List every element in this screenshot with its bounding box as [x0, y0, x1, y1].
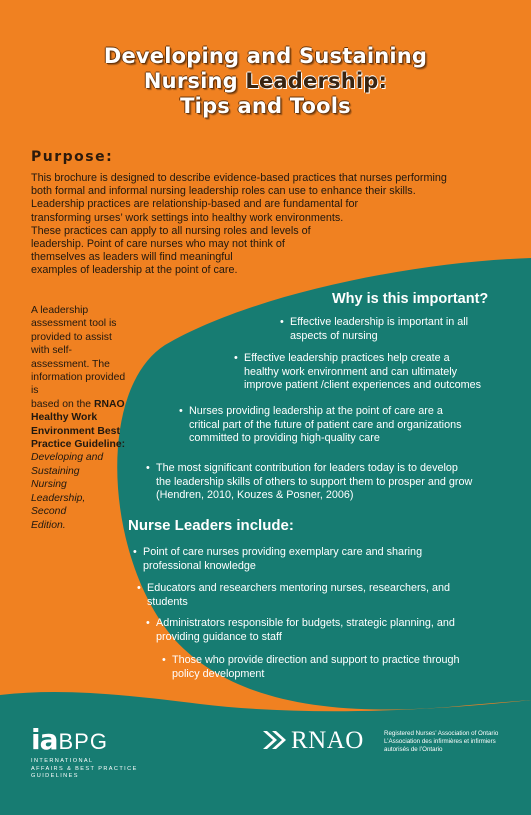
- why-bullet: • Effective leadership practices help create a healthy work environment and can ultimately improve patient /client experiences and outcomes: [234, 352, 482, 392]
- guideline-title-line: Sustaining: [31, 465, 80, 477]
- rnao-logo-text: RNAO: [291, 727, 364, 754]
- guideline-name-line: Practice Guideline:: [31, 439, 126, 451]
- bullet-dot-icon: •: [133, 546, 137, 558]
- iabpg-subtitle: INTERNATIONAL AFFAIRS & BEST PRACTICE GUIDELINES: [31, 758, 138, 779]
- title-nursing: Nursing: [143, 69, 246, 93]
- leaders-bullet: • Those who provide direction and support to practice through policy development: [162, 654, 460, 680]
- assessment-line: information provided is: [31, 372, 126, 397]
- guideline-title-line: Edition.: [31, 519, 66, 531]
- purpose-line: These practices can apply to all nursing roles and levels of: [31, 224, 311, 237]
- brochure-title: [0, 44, 531, 119]
- guideline-title-line: Leadership,: [31, 492, 86, 504]
- assessment-line: A leadership assessment tool is: [31, 305, 117, 330]
- assessment-line: based on the RNAO: [31, 398, 125, 410]
- bullet-dot-icon: •: [234, 352, 238, 364]
- nurse-leaders-heading: Nurse Leaders include:: [128, 517, 294, 534]
- purpose-line: examples of leadership at the point of care.: [31, 264, 238, 277]
- why-bullet: • Nurses providing leadership at the point of care are a critical part of the future of patient care and organizations committed to providing high-quality care: [179, 405, 462, 445]
- guideline-title-line: Developing and: [31, 452, 104, 464]
- assessment-paragraph: [31, 304, 131, 532]
- leaders-bullet: • Administrators responsible for budgets, strategic planning, and providing guidance to staff: [146, 617, 455, 643]
- iabpg-logo: [31, 723, 138, 781]
- bpg-logo-text: BPG: [58, 729, 108, 754]
- bullet-dot-icon: •: [179, 405, 183, 417]
- purpose-line: themselves as leaders will find meaningful: [31, 251, 233, 264]
- bullet-dot-icon: •: [162, 654, 166, 666]
- leaders-bullet: • Point of care nurses providing exemplary care and sharing professional knowledge: [133, 546, 423, 572]
- why-bullet: • Effective leadership is important in all aspects of nursing: [280, 316, 469, 342]
- bullet-dot-icon: •: [146, 617, 150, 629]
- purpose-line: leadership. Point of care nurses who may not think of: [31, 238, 285, 251]
- assessment-line: assessment. The: [31, 358, 110, 370]
- purpose-line: both formal and informal nursing leadership roles can use to enhance their skills.: [31, 185, 416, 198]
- title-leadership: Leadership:: [245, 69, 388, 93]
- guideline-title-line: Nursing: [31, 479, 67, 491]
- purpose-line: transforming urses’ work settings into healthy work environments.: [31, 211, 344, 224]
- bullet-dot-icon: •: [137, 582, 141, 594]
- leaders-bullet: • Educators and researchers mentoring nurses, researchers, and students: [137, 582, 451, 608]
- guideline-name-line: Environment Best: [31, 425, 120, 437]
- purpose-line: This brochure is designed to describe evidence-based practices that nurses performing: [31, 172, 447, 184]
- guideline-name-line: Healthy Work: [31, 412, 98, 424]
- purpose-line: Leadership practices are relationship-based and are fundamental for: [31, 198, 359, 211]
- rnao-word: RNAO: [93, 398, 125, 410]
- purpose-paragraph: [31, 172, 501, 278]
- purpose-heading: Purpose:: [31, 149, 114, 165]
- why-bullet: • The most significant contribution for leaders today is to develop the leadership skills of others to support them to prosper and grow (Hendren, 2010, Kouzes & Posner, 2006): [146, 462, 473, 502]
- bullet-dot-icon: •: [280, 316, 284, 328]
- bullet-dot-icon: •: [146, 462, 150, 474]
- guideline-title-line: Second: [31, 506, 67, 518]
- assessment-line: provided to assist with self-: [31, 331, 112, 357]
- why-important-heading: Why is this important?: [332, 291, 489, 307]
- ia-logo-mark: ia: [31, 723, 58, 756]
- title-line-1: Developing and Sustaining: [103, 44, 428, 68]
- title-line-2: [0, 69, 531, 94]
- rnao-tagline: Registered Nurses’ Association of Ontario L’Association des infirmières et infirmiers autorisés de l’Ontario: [384, 730, 499, 753]
- title-line-3: Tips and Tools: [180, 94, 351, 118]
- rnao-chevron-icon: [262, 729, 290, 751]
